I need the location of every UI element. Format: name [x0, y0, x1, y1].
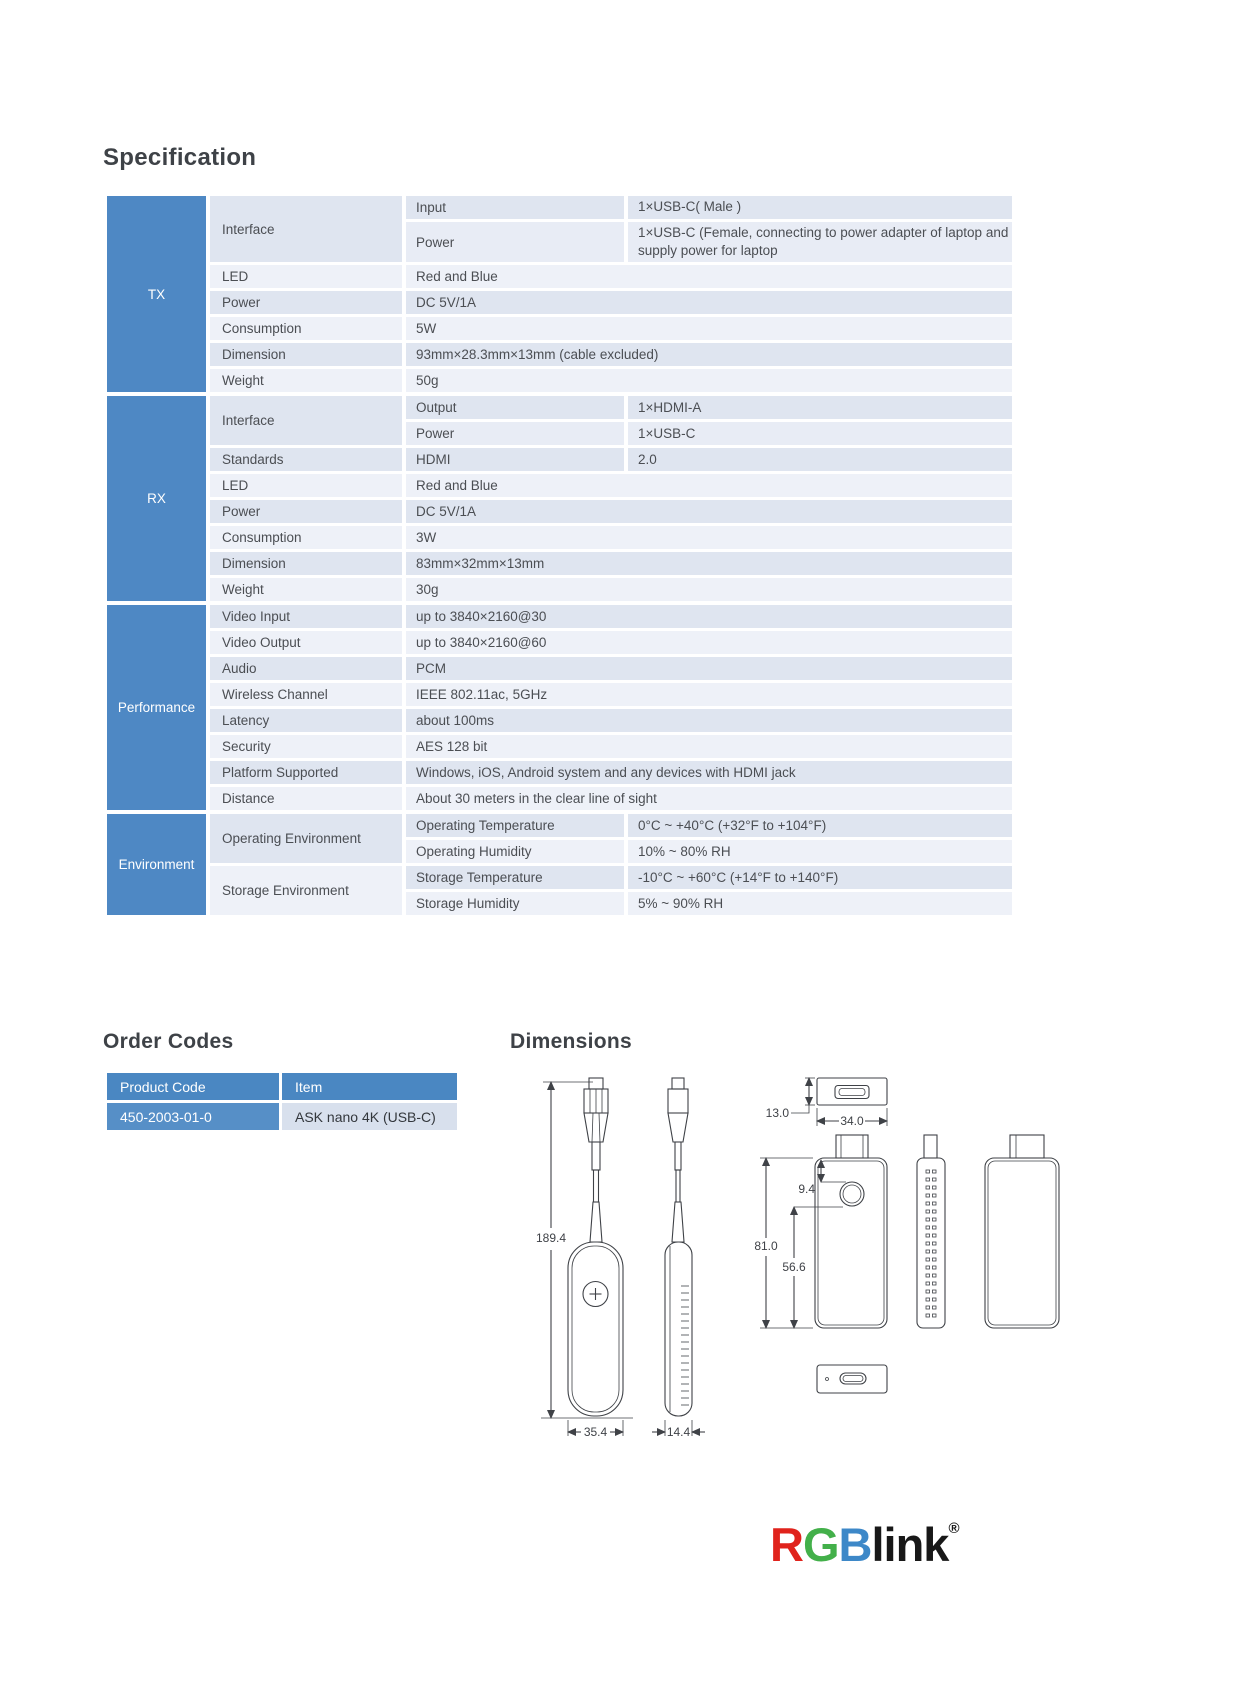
logo-letter-b: B — [838, 1518, 872, 1571]
property-cell: LED — [210, 265, 402, 288]
section-label-performance: Performance — [107, 605, 206, 810]
column-header-product-code: Product Code — [107, 1073, 279, 1100]
table-row — [210, 709, 1012, 732]
tx-side-view — [652, 1078, 705, 1439]
table-row — [210, 526, 1012, 549]
spec-section-rx — [107, 396, 1012, 601]
property-cell: Platform Supported — [210, 761, 402, 784]
property-cell: Latency — [210, 709, 402, 732]
order-header-row — [107, 1073, 457, 1100]
sub-key: Input — [406, 196, 624, 219]
section-label-environment: Environment — [107, 814, 206, 915]
value-cell: HDMI — [406, 448, 624, 471]
value-cell: 3W — [406, 526, 1012, 549]
property-cell: Power — [210, 291, 402, 314]
spec-section-environment — [107, 814, 1012, 915]
dimension-drawings — [505, 1070, 1065, 1450]
table-row — [210, 291, 1012, 314]
rx-side-view — [917, 1135, 945, 1328]
table-row — [210, 657, 1012, 680]
property-cell: Audio — [210, 657, 402, 680]
property-cell: Consumption — [210, 317, 402, 340]
sub-key: Power — [406, 222, 624, 262]
rx-button-to-bottom-label: 56.6 — [782, 1260, 806, 1274]
logo-text-link: link — [871, 1518, 949, 1571]
value-cell: Red and Blue — [406, 474, 1012, 497]
property-cell: Interface — [210, 396, 402, 445]
property-cell: Video Output — [210, 631, 402, 654]
operating-environment-group — [210, 814, 1012, 863]
property-cell: Operating Environment — [210, 814, 402, 863]
table-row — [210, 761, 1012, 784]
table-row — [210, 474, 1012, 497]
table-row — [210, 605, 1012, 628]
table-row — [406, 814, 1012, 837]
registered-trademark-symbol: ® — [948, 1520, 960, 1537]
property-cell: Interface — [210, 196, 402, 262]
property-cell: Wireless Channel — [210, 683, 402, 706]
rx-width-label: 34.0 — [840, 1114, 864, 1128]
value-cell: Red and Blue — [406, 265, 1012, 288]
rx-front-view — [754, 1135, 887, 1328]
sub-key: Storage Temperature — [406, 866, 624, 889]
order-codes-table — [107, 1073, 457, 1130]
dimensions-heading: Dimensions — [510, 1030, 633, 1053]
tx-width-label: 35.4 — [583, 1425, 608, 1439]
sub-key: Operating Temperature — [406, 814, 624, 837]
property-cell: Distance — [210, 787, 402, 810]
value-cell: 2.0 — [628, 448, 1012, 471]
value-cell: 30g — [406, 578, 1012, 601]
table-row — [406, 422, 1012, 445]
property-cell: Dimension — [210, 343, 402, 366]
sub-key: Output — [406, 396, 624, 419]
logo-letter-g: G — [802, 1518, 839, 1571]
table-row — [406, 840, 1012, 863]
property-cell: Weight — [210, 578, 402, 601]
column-header-item: Item — [282, 1073, 457, 1100]
value-cell: IEEE 802.11ac, 5GHz — [406, 683, 1012, 706]
sub-value: 1×USB-C — [628, 422, 1012, 445]
table-row — [210, 369, 1012, 392]
rx-bottom-view — [817, 1365, 887, 1393]
table-row — [210, 317, 1012, 340]
table-row — [210, 448, 1012, 471]
order-data-row — [107, 1103, 457, 1130]
logo-letter-r: R — [770, 1518, 803, 1571]
value-cell: 83mm×32mm×13mm — [406, 552, 1012, 575]
value-cell: DC 5V/1A — [406, 291, 1012, 314]
value-cell: up to 3840×2160@60 — [406, 631, 1012, 654]
property-cell: Security — [210, 735, 402, 758]
value-cell: 50g — [406, 369, 1012, 392]
value-cell: PCM — [406, 657, 1012, 680]
rx-thickness-label: 13.0 — [765, 1106, 789, 1120]
tx-depth-label: 14.4 — [666, 1425, 691, 1439]
value-cell: up to 3840×2160@30 — [406, 605, 1012, 628]
table-row — [210, 735, 1012, 758]
sub-key: Power — [406, 422, 624, 445]
table-row — [210, 683, 1012, 706]
property-cell: Consumption — [210, 526, 402, 549]
table-row — [210, 500, 1012, 523]
rx-interface-group — [210, 396, 1012, 445]
property-cell: Storage Environment — [210, 866, 402, 915]
table-row — [406, 196, 1012, 219]
value-cell: DC 5V/1A — [406, 500, 1012, 523]
product-code-cell: 450-2003-01-0 — [107, 1103, 279, 1130]
table-row — [406, 892, 1012, 915]
value-cell: Windows, iOS, Android system and any devices with HDMI jack — [406, 761, 1012, 784]
section-label-rx: RX — [107, 396, 206, 601]
sub-value: 0°C ~ +40°C (+32°F to +104°F) — [628, 814, 1012, 837]
property-cell: LED — [210, 474, 402, 497]
sub-value: 5% ~ 90% RH — [628, 892, 1012, 915]
table-row — [406, 866, 1012, 889]
value-cell: About 30 meters in the clear line of sight — [406, 787, 1012, 810]
specification-heading: Specification — [103, 144, 257, 171]
sub-key: Operating Humidity — [406, 840, 624, 863]
property-cell: Video Input — [210, 605, 402, 628]
table-row — [210, 578, 1012, 601]
table-row — [406, 222, 1012, 262]
sub-key: Storage Humidity — [406, 892, 624, 915]
value-cell: 5W — [406, 317, 1012, 340]
value-cell: AES 128 bit — [406, 735, 1012, 758]
rx-button-offset-label: 9.4 — [798, 1182, 815, 1196]
rx-height-label: 81.0 — [754, 1239, 778, 1253]
item-cell: ASK nano 4K (USB-C) — [282, 1103, 457, 1130]
table-row — [406, 396, 1012, 419]
table-row — [210, 265, 1012, 288]
property-cell: Standards — [210, 448, 402, 471]
order-codes-heading: Order Codes — [103, 1030, 234, 1053]
table-row — [210, 787, 1012, 810]
value-cell: 93mm×28.3mm×13mm (cable excluded) — [406, 343, 1012, 366]
tx-front-view — [536, 1078, 633, 1439]
rx-back-view — [985, 1135, 1059, 1328]
tx-height-label: 189.4 — [535, 1231, 567, 1245]
property-cell: Dimension — [210, 552, 402, 575]
table-row — [210, 631, 1012, 654]
rgblink-logo — [770, 1517, 960, 1572]
sub-value: 1×USB-C (Female, connecting to power adapter of laptop and supply power for laptop — [628, 222, 1012, 262]
rx-top-view — [766, 1078, 887, 1128]
spec-section-performance — [107, 605, 1012, 810]
storage-environment-group — [210, 866, 1012, 915]
sub-value: -10°C ~ +60°C (+14°F to +140°F) — [628, 866, 1012, 889]
section-label-tx: TX — [107, 196, 206, 392]
spec-section-tx — [107, 196, 1012, 392]
specification-table — [107, 196, 1012, 915]
sub-value: 10% ~ 80% RH — [628, 840, 1012, 863]
property-cell: Power — [210, 500, 402, 523]
sub-value: 1×HDMI-A — [628, 396, 1012, 419]
table-row — [210, 552, 1012, 575]
tx-interface-group — [210, 196, 1012, 262]
sub-value: 1×USB-C( Male ) — [628, 196, 1012, 219]
table-row — [210, 343, 1012, 366]
value-cell: about 100ms — [406, 709, 1012, 732]
property-cell: Weight — [210, 369, 402, 392]
